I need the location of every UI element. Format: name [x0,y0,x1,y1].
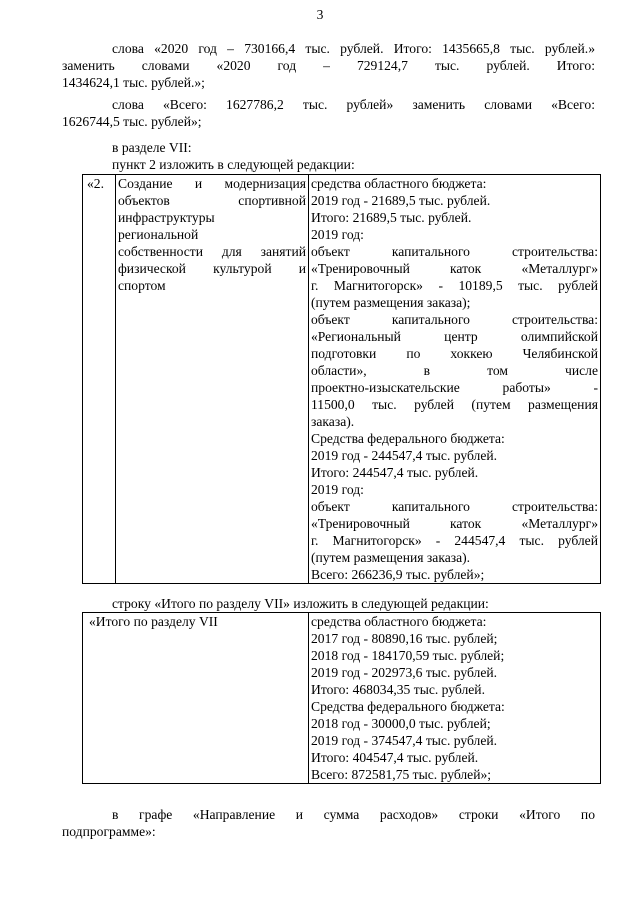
item-number: «2. [83,175,116,584]
cell-line: Средства федерального бюджета: [311,431,505,446]
cell-line: Итого: 21689,5 тыс. рублей. [311,210,472,225]
page-number: 3 [316,7,324,22]
cell-line: собственности для занятий [118,244,306,259]
cell-line: 2019 год - 21689,5 тыс. рублей. [311,193,491,208]
cell-line: спортом [118,278,166,293]
cell-line: области», в том числе [311,363,598,378]
cell-line: региональной [118,227,199,242]
cell-line: Средства федерального бюджета: [311,699,505,714]
paragraph-replace-total [62,96,595,130]
paragraph-item-2: пункт 2 изложить в следующей редакции: [112,157,355,172]
cell-line: Создание и модернизация [118,176,306,191]
table-row [83,175,601,584]
cell-line: Всего: 872581,75 тыс. рублей»; [311,767,492,782]
text-line: подпрограмме»: [62,824,156,839]
cell-line: 2019 год - 244547,4 тыс. рублей. [311,448,498,463]
cell-line: подготовки по хоккею Челябинской [311,346,598,361]
cell-line: «Тренировочный каток «Металлург» [311,261,598,276]
text-line: 1434624,1 тыс. рублей.»; [62,75,205,90]
cell-line: 2018 год - 30000,0 тыс. рублей; [311,716,491,731]
text-line: заменить словами «2020 год – 729124,7 тыс. рублей. Итого: [62,58,595,73]
paragraph-subprogram-total [62,806,595,840]
cell-line: «Региональный центр олимпийской [311,329,598,344]
cell-line: 2019 год: [311,482,364,497]
cell-line: (путем размещения заказа); [311,295,471,310]
table-row [83,613,601,784]
cell-line: объект капитального строительства: [311,244,598,259]
cell-line: 11500,0 тыс. рублей (путем размещения [311,397,598,412]
cell-line: Итого: 468034,35 тыс. рублей. [311,682,485,697]
item-name-cell [116,175,309,584]
cell-line: инфраструктуры [118,210,215,225]
cell-line: объект капитального строительства: [311,312,598,327]
cell-line: Итого: 404547,4 тыс. рублей. [311,750,479,765]
cell-line: средства областного бюджета: [311,614,487,629]
text-line: в графе «Направление и сумма расходов» строки «Итого по [112,807,595,822]
cell-line: Всего: 266236,9 тыс. рублей»; [311,567,485,582]
cell-line: 2019 год: [311,227,364,242]
total-funding-cell [309,613,601,784]
text-line: слова «Всего: 1627786,2 тыс. рублей» заменить словами «Всего: [112,97,595,112]
cell-line: 2019 год - 202973,6 тыс. рублей. [311,665,498,680]
cell-line: объектов спортивной [118,193,306,208]
cell-line: физической культурой и [118,261,306,276]
program-item-table [82,174,601,584]
cell-line: средства областного бюджета: [311,176,487,191]
section-total-table [82,612,601,784]
cell-line: (путем размещения заказа). [311,550,471,565]
paragraph-replace-2020 [62,40,595,91]
paragraph-total-row: строку «Итого по разделу VII» изложить в следующей редакции: [112,596,489,611]
item-funding-cell [309,175,601,584]
cell-line: г. Магнитогорск» - 10189,5 тыс. рублей [311,278,598,293]
cell-line: 2018 год - 184170,59 тыс. рублей; [311,648,505,663]
paragraph-section-vii: в разделе VII: [112,140,192,155]
cell-line: заказа). [311,414,355,429]
cell-line: 2017 год - 80890,16 тыс. рублей; [311,631,498,646]
text-line: 1626744,5 тыс. рублей»; [62,114,202,129]
text-line: слова «2020 год – 730166,4 тыс. рублей. Итого: 1435665,8 тыс. рублей.» [112,41,595,56]
cell-line: г. Магнитогорск» - 244547,4 тыс. рублей [311,533,598,548]
cell-line: Итого: 244547,4 тыс. рублей. [311,465,479,480]
cell-line: проектно-изыскательские работы» - [311,380,598,395]
total-name-cell: «Итого по разделу VII [83,613,309,784]
cell-line: объект капитального строительства: [311,499,598,514]
cell-line: «Тренировочный каток «Металлург» [311,516,598,531]
cell-line: 2019 год - 374547,4 тыс. рублей. [311,733,498,748]
